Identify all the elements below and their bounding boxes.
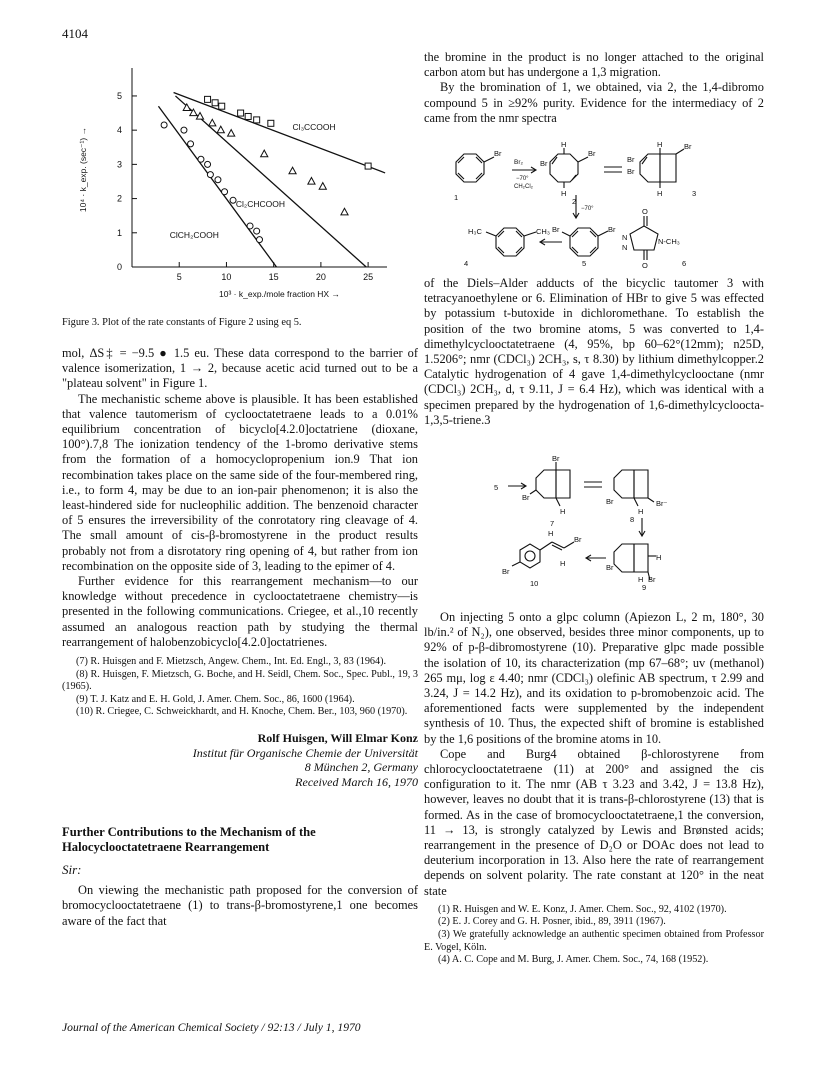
paragraph: On viewing the mechanistic path proposed for the conversion of bromocyclooctatetraene (1) to trans-β-bromostyrene,1 one becomes aware of the fact that [62, 883, 418, 928]
left-column-text [62, 346, 418, 929]
data-point-triangle [228, 130, 235, 137]
atom-label: Br [606, 497, 614, 506]
atom-label: H [638, 507, 644, 516]
y-tick-label: 2 [116, 193, 122, 204]
y-tick-label: 5 [116, 90, 122, 101]
x-tick-label: 25 [363, 272, 374, 282]
data-point-square [254, 117, 260, 123]
atom-label: Br [684, 142, 692, 151]
atom-label: Br [608, 225, 616, 234]
atom-label: O [642, 207, 648, 216]
atom-label: O [642, 261, 648, 270]
atom-label: N-CH₃ [658, 237, 680, 246]
paragraph: By the bromination of 1, we obtained, via 2, the 1,4-dibromo compound 5 in ≥92% purity. Evidence for the intermediacy of 2 came from the nmr spectra [424, 80, 764, 125]
y-tick-label: 0 [116, 262, 122, 272]
data-point-square [238, 110, 244, 116]
atom-label: Br⁻ [656, 499, 668, 508]
atom-label: CH₃ [536, 227, 550, 236]
bicyclic-ring-9 [614, 544, 634, 572]
atom-label: Br [540, 159, 548, 168]
atom-label: N [622, 243, 628, 252]
reaction-scheme-1 [444, 140, 744, 272]
data-point-triangle [341, 208, 348, 215]
cot-ring-4 [496, 228, 524, 256]
compound-number: 5 [582, 259, 587, 268]
data-point-triangle [217, 126, 224, 133]
figure-3-chart [62, 62, 418, 312]
atom-label: Br [627, 155, 635, 164]
data-point-triangle [183, 104, 190, 111]
data-point-circle [198, 156, 204, 162]
paragraph: Further evidence for this rearrangement mechanism—to our knowledge without precedence in cyclooctatetraene chemistry—is presented in the following communications. Criegee, et al.,10 recently assumed an analogous reaction path by studying the thermal rearrangement of halobenzobicyclo[4.2.0]octatrienes. [62, 574, 418, 649]
compound-number: 8 [630, 515, 635, 524]
atom-label: Br [522, 493, 530, 502]
footnote: (9) T. J. Katz and E. H. Gold, J. Amer. Chem. Soc., 86, 1600 (1964). [76, 693, 355, 705]
footnote: (10) R. Criegee, C. Schweickhardt, and H. Knoche, Chem. Ber., 103, 960 (1970). [76, 706, 408, 718]
page-number: 4104 [62, 26, 88, 41]
data-point-square [219, 103, 225, 109]
reagent-label: −70° [581, 206, 594, 212]
reagent-label: −70° [516, 176, 529, 182]
atom-label: H [561, 189, 567, 198]
article-title: Further Contributions to the Mechanism of the Halocyclooctatetraene Rearrangement [62, 825, 316, 854]
right-column-middle [424, 276, 764, 428]
reaction-scheme-2 [494, 456, 714, 590]
compound-number: 5 [494, 483, 499, 492]
paragraph: On injecting 5 onto a glpc column (Apiezon L, 2 m, 180°, 30 lb/in.² of N₂), one observed, besides three minor components, up to 92% of p-β-dibromostyrene (10). Preparative glpc made possible the isolation of 10, its characterization (mp 67–68°; uv (methanol) 265 mμ, log ε 4.40; nmr (CDCl₃) olefinic AB spectrum, τ 2.99 and 3.24, J = 14.2 Hz), and its oxidation to p-bromobenzoic acid. The aforementioned facts were supplemented by the independent synthesis of 10. Thus, the expected shift of bromine is established by the 1,6 positions of the bromine atoms in 10. [424, 610, 764, 746]
compound-number: 6 [682, 259, 687, 268]
footnote: (2) E. J. Corey and G. H. Posner, ibid., 89, 3911 (1967). [438, 916, 666, 928]
atom-label: H [561, 140, 567, 149]
x-tick-label: 5 [176, 272, 182, 282]
atom-label: H [560, 507, 566, 516]
data-point-triangle [209, 119, 216, 126]
footnote: (7) R. Huisgen and F. Mietzsch, Angew. Chem., Int. Ed. Engl., 3, 83 (1964). [76, 656, 387, 668]
atom-label: H [638, 575, 644, 584]
data-point-circle [205, 161, 211, 167]
atom-label: Br [502, 567, 510, 576]
data-point-circle [230, 197, 236, 203]
y-tick-label: 1 [116, 227, 122, 238]
journal-footer: Journal of the American Chemical Society / 92:13 / July 1, 1970 [62, 1021, 361, 1034]
data-point-triangle [261, 150, 268, 157]
bicyclic-ring-3 [640, 154, 660, 182]
reagent-label: Br₂ [514, 159, 524, 166]
x-tick-label: 20 [315, 272, 326, 282]
footnote: (8) R. Huisgen, F. Mietzsch, G. Boche, and H. Seidl, Chem. Soc., Spec. Publ., 19, 3 (1965). [62, 668, 418, 693]
paragraph: The mechanistic scheme above is plausible. It has been established that valence tautomerism of cyclooctatetraene leads to a 0.01% equilibrium concentration of bicyclo[4.2.0]octatriene (dioxane, 100°).7,8 The ionization tendency of the 1-bromo derivative stems from the formation of a homocyclopropenium ion.9 That ion recombination takes place on the same side of the four-membered ring, i.e., to form 4, may be due to an ion-pair phenomenon; it is also the least-hindered side for nucleophilic addition. The benzenoid character of 5 ensures the irreversibility of the conrotatory ring cleavage of 4. The small amount of cis-β-bromostyrene in the product results probably not from a disrotatory ring opening of 4, but rather from ion recombination on the opposite side of 3, leading to the epimer of 4. [62, 391, 418, 573]
data-point-circle [254, 228, 260, 234]
cot-ring-5 [570, 228, 598, 256]
data-point-triangle [308, 177, 315, 184]
figure-3-caption: Figure 3. Plot of the rate constants of Figure 2 using eq 5. [62, 317, 302, 328]
footnotes-left [62, 656, 418, 719]
right-column-bottom [424, 610, 764, 967]
x-axis-label: 10³ · k_exp./mole fraction HX → [219, 289, 340, 299]
data-point-circle [161, 122, 167, 128]
data-point-circle [207, 172, 213, 178]
atom-label: H [657, 140, 663, 149]
data-point-triangle [319, 183, 326, 190]
y-tick-label: 3 [116, 159, 122, 170]
data-point-circle [215, 177, 221, 183]
footnote: (1) R. Huisgen and W. E. Konz, J. Amer. Chem. Soc., 92, 4102 (1970). [438, 903, 727, 915]
author-signature [62, 731, 418, 789]
footnotes-right [424, 904, 764, 967]
reagent-label: CH₂Cl₂ [514, 184, 533, 190]
atom-label: Br [552, 225, 560, 234]
y-axis-label: 10⁴ · k_exp. (sec⁻¹) → [78, 126, 88, 213]
bicyclic-ring-7 [536, 470, 556, 498]
compound-number: 9 [642, 583, 647, 590]
data-point-square [268, 120, 274, 126]
atom-label: H [560, 559, 566, 568]
paragraph: Cope and Burg4 obtained β-chlorostyrene from chlorocyclooctatetraene (11) at 200° and assigned the cis configuration to it. The nmr (AB τ 3.23 and 3.42, J = 13.8 Hz), however, leaves no doubt that it is trans-β-chlorostyrene (13) that is formed. As in the case of bromocyclooctatetraene,1 the conversion, 11 → 13, is strongly catalyzed by Lewis and Brønsted acids; rearrangement in the presence of D₂O or DOAc does not lead to deuterium incorporation in 13. Also here the rate of rearrangement depends on solvent polarity. The rate constant at 120° in the neat state [424, 746, 764, 898]
regression-line [174, 93, 386, 173]
x-tick-label: 10 [221, 272, 232, 282]
received-date: Received March 16, 1970 [295, 774, 418, 789]
data-point-circle [181, 127, 187, 133]
data-point-circle [257, 237, 263, 243]
data-point-triangle [289, 167, 296, 174]
data-point-circle [222, 189, 228, 195]
footnote: (4) A. C. Cope and M. Burg, J. Amer. Chem. Soc., 74, 168 (1952). [438, 954, 709, 966]
atom-label: H [656, 553, 662, 562]
compound-number: 1 [454, 193, 459, 202]
atom-label: Br [494, 149, 502, 158]
compound-number: 10 [530, 579, 539, 588]
atom-label: Br [588, 149, 596, 158]
compound-number: 7 [550, 519, 555, 528]
paragraph: of the Diels–Alder adducts of the bicyclic tautomer 3 with tetracyanoethylene or 6. Elimination of HBr to give 5 was effected by potassium t-butoxide in dichloromethane. To establish the position of the two bromine atoms, 5 was converted to 1,4-dimethylcyclooctatetraene (4, 95%, bp 60–62°(12mm); n25D, 1.5206°; nmr (CDCl₃) 2CH₃, s, τ 8.30) by lithium dimethylcopper.2 Catalytic hydrogenation of 4 gave 1,4-dimethylcyclooctane (nmr (CDCl₃) 2CH₃, d, τ 9.11, J = 6.4 Hz), which was identical with a specimen prepared by the hydrogenation of 1,6-dimethylcycloocta-1,3,5-triene.3 [424, 276, 764, 427]
bicyclic-ring-8 [614, 470, 634, 498]
figure-3-caption-block [62, 316, 418, 329]
paragraph: mol, ΔS‡ = −9.5 ● 1.5 eu. These data correspond to the barrier of valence isomerization, 1 → 2, because acetic acid turned out to be a "plateau solvent" in Figure 1. [62, 346, 418, 391]
series-label: ClCH₂COOH [169, 229, 219, 240]
atom-label: Br [648, 575, 656, 584]
x-tick-label: 15 [268, 272, 279, 282]
compound-number: 2 [572, 197, 577, 206]
right-column-top [424, 50, 764, 126]
atom-label: H [548, 529, 554, 538]
benzene-ring-10 [520, 544, 540, 568]
data-point-square [245, 113, 251, 119]
atom-label: H₃C [468, 227, 482, 236]
atom-label: Br [627, 167, 635, 176]
data-point-square [365, 163, 371, 169]
atom-label: Br [552, 456, 560, 463]
atom-label: Br [574, 535, 582, 544]
triazolinedione-6 [630, 226, 658, 250]
institution: Institut für Organische Chemie der Universität [192, 745, 418, 760]
data-point-circle [247, 223, 253, 229]
author-names: Rolf Huisgen, Will Elmar Konz [257, 731, 418, 746]
data-point-square [212, 100, 218, 106]
footnote: (3) We gratefully acknowledge an authentic specimen obtained from Professor E. Vogel, Köln. [424, 929, 764, 953]
compound-number: 4 [464, 259, 469, 268]
city: 8 München 2, Germany [304, 760, 418, 775]
paragraph: the bromine in the product is no longer attached to the original carbon atom but has undergone a 1,3 migration. [424, 50, 764, 80]
atom-label: N [622, 233, 628, 242]
atom-label: Br [606, 563, 614, 572]
data-point-square [205, 96, 211, 102]
salutation: Sir: [62, 862, 82, 878]
compound-number: 3 [692, 189, 697, 198]
atom-label: H [657, 189, 663, 198]
y-tick-label: 4 [116, 125, 122, 136]
cot-ring-1 [456, 154, 484, 182]
series-label: Cl₃CCOOH [292, 122, 336, 133]
data-point-circle [188, 141, 194, 147]
series-label: Cl₂CHCOOH [235, 199, 285, 210]
